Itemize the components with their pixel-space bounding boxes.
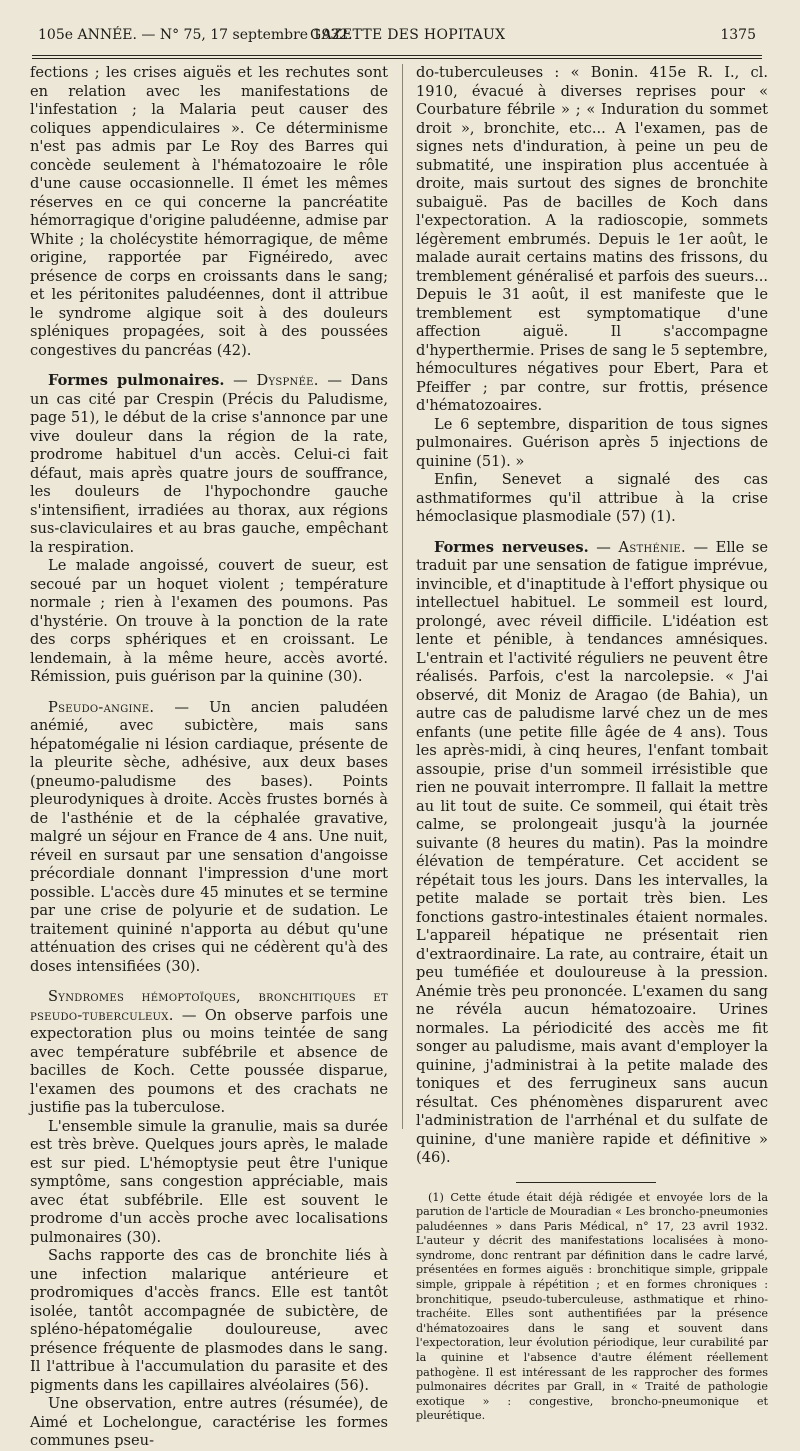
section-pseudo-angine: Pseudo-angine. — Un ancien paludéen anémié, avec subictère, mais sans hépatomégalie ni lésion cardiaque, présente de la pleurite sèche, adhésive, aux deux bases (pneumo-paludisme des bases). Points pleurodyniques à droite. Accès frustes bornés à de l'asthénie et de la céphalée gravative, malgré un séjour en France de 4 ans. Une nuit, réveil en sursaut par une sensation d'angoisse précordiale donnant l'impression d'une mort possible. L'accès dure 45 minutes et se termine par une crise de polyurie et de sudation. Le traitement quininé n'apporta au début qu'une atténuation des crises qui ne cédèrent qu'à des doses intensifiées (30). xyxy=(30,698,389,975)
issue-info: 105e ANNÉE. — N° 75, 17 septembre 1932. xyxy=(38,27,353,43)
paragraph: Enfin, Senevet a signalé des cas asthmatiformes qu'il attribue à la crise hémoclasique plasmodiale (57) (1). xyxy=(416,471,768,525)
subsection-heading: Pseudo-angine. xyxy=(48,698,155,716)
paragraph: Le malade angoissé, couvert de sueur, est secoué par un hoquet violent ; température normale ; rien à l'examen des poumons. Pas d'hystérie. On trouve à la ponction de la rate des corps sphériques et en croissant. Le lendemain, à la même heure, accès avorté. Rémission, puis guérison par la quinine (30). xyxy=(30,557,388,685)
header-rule xyxy=(32,55,762,59)
paragraph: do-tuberculeuses : « Bonin. 415e R. I., cl. 1910, évacué à diverses reprises pour « Courbature fébrile » ; « Induration du sommet droit », bronchite, etc... A l'examen, pas de signes nets d'induration, à peine un peu de submatité, une inspiration plus accentuée à droite, mais surtout des signes de bronchite subaiguë. Pas de bacilles de Koch dans l'expectoration. A la radioscopie, sommets légèrement embrumés. Depuis le 1er août, le malade aurait certains matins des frissons, du tremblement généralisé et parfois des sueurs... Depuis le 31 août, il est manifeste que le tremblement est symptomatique d'une affection aiguë. Il s'accompagne d'hyperthermie. Prises de sang le 5 septembre, hémocultures négatives pour Ebert, Para et Pfeiffer ; par contre, sur frottis, présence d'hématozoaires. xyxy=(416,64,768,414)
paragraph: Le 6 septembre, disparition de tous signes pulmonaires. Guérison après 5 injections de quinine (51). » xyxy=(416,415,768,470)
left-column xyxy=(30,64,388,1451)
section-heading: Formes pulmonaires. xyxy=(48,372,225,389)
footnote-text: (1) Cette étude était déjà rédigée et envoyée lors de la parution de l'article de Mouradian « Les broncho-pneumonies paludéennes » dans Paris Médical, n° 17, 23 avril 1932. L'auteur y décrit des manifestations localisées à mono-syndrome, donc rentrant par définition dans le cadre larvé, présentées en formes aiguës : bronchitique simple, grippale simple, grippale à répétition ; et en formes chroniques : bronchitique, pseudo-tuberculeuse, asthmatique et rhino-trachéite. Elles sont authentifiées par la présence d'hématozoaires dans le sang et souvent dans l'expectoration, leur évolution périodique, leur curabilité par la quinine et l'absence d'autre élément réellement pathogène. Il est intéressant de les rapprocher des formes pulmonaires décrites par Grall, in « Traité de pathologie exotique » : congestive, broncho-pneumonique et pleurétique. xyxy=(416,1190,768,1423)
section-text: On observe parfois une expectoration plus ou moins teintée de sang avec température subfébrile et absence de bacilles de Koch. Cette poussée disparue, l'examen des poumons et des crachats ne justifie pas la tuberculose. xyxy=(30,1006,388,1116)
paragraph: fections ; les crises aiguës et les rechutes sont en relation avec les manifestations de l'infestation ; la Malaria peut causer des coliques appendiculaires ». Ce déterminisme n'est pas admis par Le Roy des Barres qui concède seulement à l'hématozoaire le rôle d'une cause occasionnelle. Il émet les mêmes réserves en ce qui concerne la pancréatite hémorragique d'origine paludéenne, admise par White ; la cholécystite hémorragique, de même origine, rapportée par Fignéiredo, avec présence de corps en croissants dans le sang; et les péritonites paludéennes, dont il attribue le syndrome algique soit à des douleurs spléniques propagées, soit à des poussées congestives du pancréas (42). xyxy=(30,64,388,359)
section-text: Un ancien paludéen anémié, avec subictère, mais sans hépatomégalie ni lésion cardiaque, présente de la pleurite sèche, adhésive, aux deux bases (pneumo-paludisme des bases). Points pleurodyniques à droite. Accès frustes bornés à de l'asthénie et de la céphalée gravative, malgré un séjour en France de 4 ans. Une nuit, réveil en sursaut par une sensation d'angoisse précordiale donnant l'impression d'une mort possible. L'accès dure 45 minutes et se termine par une crise de polyurie et de sudation. Le traitement quininé n'apporta au début qu'une atténuation des crises qui ne cédèrent qu'à des doses intensifiées (30). xyxy=(30,698,389,975)
paragraph: Sachs rapporte des cas de bronchite liés à une infection malarique antérieure et prodromiques d'accès francs. Elle est tantôt isolée, tantôt accompagnée de subictère, de spléno-hépatomégalie douloureuse, avec présence fréquente de plasmodes dans le sang. Il l'attribue à l'accumulation du parasite et des pigments dans les capillaires alvéolaires (56). xyxy=(30,1247,388,1394)
page-number: 1375 xyxy=(720,27,756,43)
paragraph: L'ensemble simule la granulie, mais sa durée est très brève. Quelques jours après, le malade est sur pied. L'hémoptysie peut être l'unique symptôme, sans congestion appréciable, mais avec état subfébrile. Elle est souvent le prodrome d'un accès proche avec localisations pulmonaires (30). xyxy=(30,1117,388,1246)
section-heading: Formes nerveuses. xyxy=(434,538,589,556)
right-column xyxy=(416,64,768,1424)
section-syndromes-hemoptoiques: Syndromes hémoptoïques, bronchitiques et pseudo-tuberculeux. — On observe parfois une expectoration plus ou moins teintée de sang avec température subfébrile et absence de bacilles de Koch. Cette poussée disparue, l'examen des poumons et des crachats ne justifie pas la tuberculose. xyxy=(30,988,388,1116)
page-header xyxy=(38,22,756,48)
subsection-heading: Asthénie. xyxy=(618,538,686,556)
section-text: Dans un cas cité par Crespin (Précis du Paludisme, page 51), le début de la crise s'annonce par une vive douleur dans la région de la rate, prodrome habituel d'un accès. Celui-ci fait défaut, mais après quatre jours de souffrance, les douleurs de l'hypochondre gauche s'intensifient, irradiées au thorax, aux régions sus-claviculaires et au bras gauche, empêchant la respiration. xyxy=(30,372,388,556)
publication-title: GAZETTE DES HOPITAUX xyxy=(310,27,506,43)
column-divider xyxy=(402,64,403,1129)
subsection-heading: Syndromes hémoptoïques, bronchitiques et pseudo-tuberculeux. xyxy=(30,988,388,1024)
paragraph: Une observation, entre autres (résumée), de Aimé et Lochelongue, caractérise les formes communes pseu- xyxy=(30,1395,388,1449)
footnote xyxy=(416,1191,768,1425)
subsection-heading: Dyspnée. xyxy=(256,372,319,389)
section-text: Elle se traduit par une sensation de fatigue imprévue, invincible, et d'inaptitude à l'effort physique ou intellectuel habituel. Le sommeil est lourd, prolongé, avec réveil difficile. L'idéation est lente et pénible, à tendances amnésiques. L'entrain et l'activité réguliers ne peuvent être réalisés. Parfois, c'est la narcolepsie. « J'ai observé, dit Moniz de Aragao (de Bahia), un autre cas de paludisme larvé chez un de mes enfants (une petite fille âgée de 4 ans). Tous les après-midi, à cinq heures, l'enfant tombait assoupie, prise d'un sommeil irrésistible que rien ne pouvait interrompre. Il fallait la mettre au lit tout de suite. Ce sommeil, qui était très calme, se prolongeait jusqu'à la journée suivante (8 heures du matin). Pas la moindre élévation de température. Cet accident se répétait tous les jours. Dans les intervalles, la petite malade se portait très bien. Les fonctions gastro-intestinales étaient normales. L'appareil hépatique ne présentait rien d'extraordinaire. La rate, au contraire, était un peu tuméfiée et douloureuse à la pression. Anémie très peu prononcée. L'examen du sang ne révéla aucun hématozoaire. Urines normales. La périodicité des accès me fit songer au paludisme, mais avant d'employer la quinine, j'administrai à la petite malade des toniques et des ferrugineux sans aucun résultat. Ces phénomènes disparurent avec l'administration de l'arrhénal et du sulfate de quinine, d'une manière rapide et définitive » (46). xyxy=(416,538,769,1166)
section-formes-pulmonaires: Formes pulmonaires. — Dyspnée. — Dans un cas cité par Crespin (Précis du Paludisme, page 51), le début de la crise s'annonce par une vive douleur dans la région de la rate, prodrome habituel d'un accès. Celui-ci fait défaut, mais après quatre jours de souffrance, les douleurs de l'hypochondre gauche s'intensifient, irradiées au thorax, aux régions sus-claviculaires et au bras gauche, empêchant la respiration. xyxy=(30,372,388,556)
footnote-rule xyxy=(516,1182,656,1183)
section-formes-nerveuses: Formes nerveuses. — Asthénie. — Elle se traduit par une sensation de fatigue imprévue, invincible, et d'inaptitude à l'effort physique ou intellectuel habituel. Le sommeil est lourd, prolongé, avec réveil difficile. L'idéation est lente et pénible, à tendances amnésiques. L'entrain et l'activité réguliers ne peuvent être réalisés. Parfois, c'est la narcolepsie. « J'ai observé, dit Moniz de Aragao (de Bahia), un autre cas de paludisme larvé chez un de mes enfants (une petite fille âgée de 4 ans). Tous les après-midi, à cinq heures, l'enfant tombait assoupie, prise d'un sommeil irrésistible que rien ne pouvait interrompre. Il fallait la mettre au lit tout de suite. Ce sommeil, qui était très calme, se prolongeait jusqu'à la journée suivante (8 heures du matin). Pas la moindre élévation de température. Cet accident se répétait tous les jours. Dans les intervalles, la petite malade se portait très bien. Les fonctions gastro-intestinales étaient normales. L'appareil hépatique ne présentait rien d'extraordinaire. La rate, au contraire, était un peu tuméfiée et douloureuse à la pression. Anémie très peu prononcée. L'examen du sang ne révéla aucun hématozoaire. Urines normales. La périodicité des accès me fit songer au paludisme, mais avant d'employer la quinine, j'administrai à la petite malade des toniques et des ferrugineux sans aucun résultat. Ces phénomènes disparurent avec l'administration de l'arrhénal et du sulfate de quinine, d'une manière rapide et définitive » (46). xyxy=(416,538,769,1166)
